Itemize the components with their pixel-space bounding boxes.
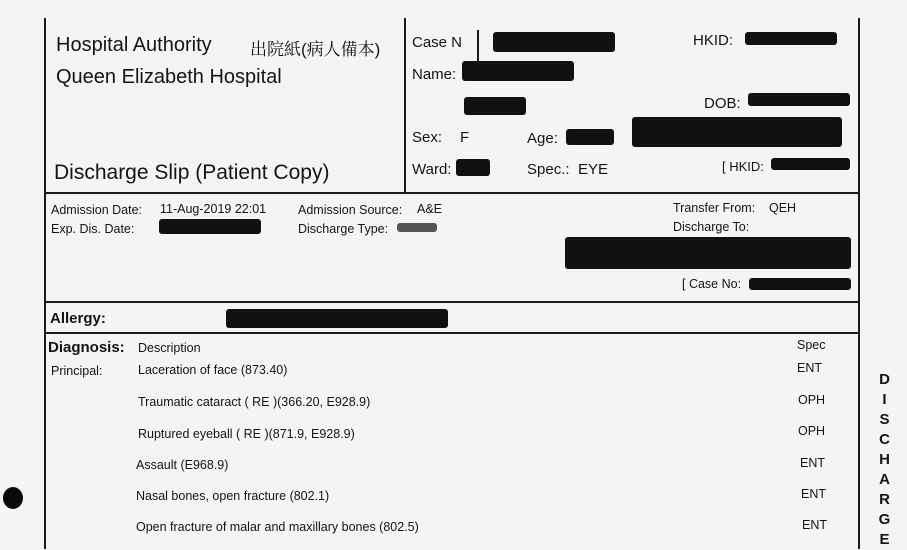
diagnosis-spec: ENT bbox=[801, 487, 826, 501]
diagnosis-spec: ENT bbox=[800, 456, 825, 470]
ward-redaction bbox=[456, 159, 490, 176]
description-column-header: Description bbox=[138, 341, 201, 355]
expected-discharge-date-label: Exp. Dis. Date: bbox=[51, 222, 135, 236]
authority-chinese-title: 出院紙(病人備本) bbox=[250, 40, 381, 59]
admission-source-value: A&E bbox=[417, 202, 443, 216]
transfer-from-value: QEH bbox=[769, 201, 797, 215]
dob-redaction bbox=[748, 93, 850, 106]
side-letter: E bbox=[879, 531, 891, 548]
side-letter: H bbox=[879, 451, 891, 468]
side-letter: G bbox=[878, 511, 892, 528]
transfer-from-label: Transfer From: bbox=[673, 201, 756, 215]
sex-value: F bbox=[460, 129, 470, 146]
side-letter: A bbox=[879, 471, 891, 488]
specialty-label: Spec.: bbox=[527, 161, 570, 178]
punch-hole bbox=[3, 487, 23, 509]
hkid-redaction bbox=[745, 32, 837, 45]
side-letter: I bbox=[882, 391, 888, 408]
side-letter: S bbox=[879, 411, 891, 428]
name-redaction-second-line bbox=[464, 97, 526, 115]
hkid-label: HKID: bbox=[693, 32, 734, 49]
dob-label: DOB: bbox=[704, 95, 741, 112]
discharge-type-label: Discharge Type: bbox=[298, 222, 389, 236]
principal-label: Principal: bbox=[51, 364, 103, 378]
expected-discharge-date-redaction bbox=[159, 219, 261, 234]
diagnosis-description: Open fracture of malar and maxillary bones (802.5) bbox=[136, 520, 419, 534]
admission-date-label: Admission Date: bbox=[51, 203, 143, 217]
form-title: Discharge Slip (Patient Copy) bbox=[54, 161, 330, 184]
diagnosis-label: Diagnosis: bbox=[48, 339, 125, 356]
diagnosis-description: Assault (E968.9) bbox=[136, 458, 229, 472]
case-number-secondary-label: [ Case No: bbox=[682, 277, 742, 291]
diagnosis-spec: ENT bbox=[797, 361, 822, 375]
ward-label: Ward: bbox=[412, 161, 452, 178]
diagnosis-spec: ENT bbox=[802, 518, 827, 532]
discharge-to-redaction bbox=[565, 237, 851, 269]
case-number-redaction bbox=[493, 32, 615, 52]
admission-date-value: 11-Aug-2019 22:01 bbox=[160, 202, 267, 216]
address-redaction bbox=[632, 117, 842, 147]
diagnosis-description: Traumatic cataract ( RE )(366.20, E928.9) bbox=[138, 395, 371, 409]
diagnosis-description: Ruptured eyeball ( RE )(871.9, E928.9) bbox=[138, 427, 355, 441]
spec-column-header: Spec bbox=[797, 338, 826, 352]
case-number-secondary-redaction bbox=[749, 278, 851, 290]
case-number-tick bbox=[477, 30, 479, 64]
sex-label: Sex: bbox=[412, 129, 443, 146]
admission-bottom-divider bbox=[44, 301, 860, 303]
admission-source-label: Admission Source: bbox=[298, 203, 403, 217]
side-letter: R bbox=[879, 491, 891, 508]
specialty-value: EYE bbox=[578, 161, 609, 178]
discharge-type-redaction bbox=[397, 223, 437, 232]
allergy-redaction bbox=[226, 309, 448, 328]
name-redaction bbox=[462, 61, 574, 81]
name-label: Name: bbox=[412, 66, 457, 83]
age-label: Age: bbox=[527, 130, 558, 147]
side-letter: D bbox=[879, 371, 891, 388]
header-bottom-divider bbox=[44, 192, 860, 194]
hkid-secondary-label: [ HKID: bbox=[722, 159, 764, 174]
outer-right-border bbox=[858, 18, 860, 549]
diagnosis-description: Nasal bones, open fracture (802.1) bbox=[136, 489, 330, 503]
side-title-vertical bbox=[872, 370, 898, 550]
allergy-bottom-divider bbox=[44, 332, 860, 334]
hospital-name: Queen Elizabeth Hospital bbox=[56, 66, 282, 88]
discharge-to-label: Discharge To: bbox=[673, 220, 750, 234]
outer-left-border bbox=[44, 18, 46, 549]
side-letter: C bbox=[879, 431, 891, 448]
header-vertical-divider bbox=[404, 18, 406, 193]
case-number-label: Case N bbox=[412, 34, 463, 51]
diagnosis-spec: OPH bbox=[798, 393, 826, 407]
authority-name: Hospital Authority bbox=[56, 34, 212, 56]
age-redaction bbox=[566, 129, 614, 145]
diagnosis-description: Laceration of face (873.40) bbox=[138, 363, 288, 377]
allergy-label: Allergy: bbox=[50, 310, 106, 327]
diagnosis-spec: OPH bbox=[798, 424, 826, 438]
hkid-secondary-redaction bbox=[771, 158, 850, 170]
